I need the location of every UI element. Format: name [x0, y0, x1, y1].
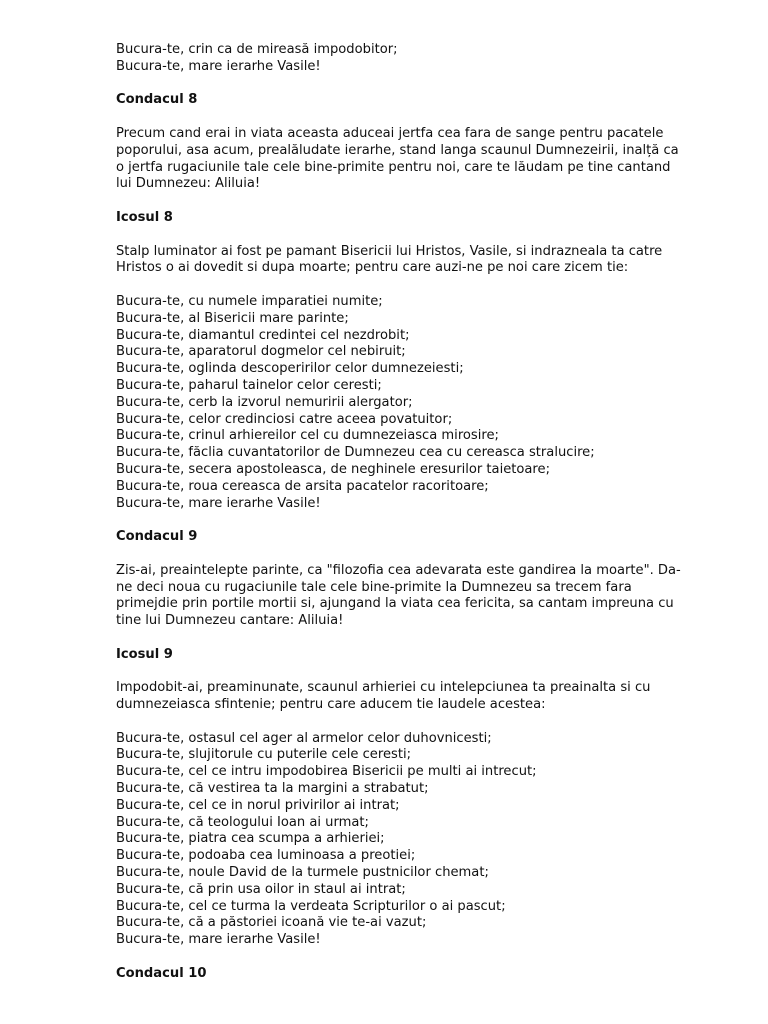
paragraph-line: o jertfa rugaciunile tale cele bine-primite pentru noi, care te lăudam pe tine cantand — [116, 159, 671, 175]
salutation-line: Bucura-te, cel ce intru impodobirea Bisericii pe multi ai intrecut; — [116, 764, 537, 780]
salutation-line: Bucura-te, roua cereasca de arsita pacatelor racoritoare; — [116, 478, 489, 494]
section-heading-icosul-9: Icosul 9 — [116, 646, 173, 662]
icosul-8-salutations — [116, 294, 728, 512]
salutation-line: Bucura-te, paharul tainelor celor ceresti; — [116, 377, 382, 393]
paragraph-line: primejdie prin portile mortii si, ajungand la viata cea fericita, sa cantam impreuna cu — [116, 596, 674, 612]
salutation-line: Bucura-te, cel ce in norul privirilor ai intrat; — [116, 797, 400, 813]
salutation-line: Bucura-te, oglinda descoperirilor celor dumnezeiesti; — [116, 361, 464, 377]
condacul-8-paragraph — [116, 125, 679, 193]
icosul-9-paragraph — [116, 680, 676, 714]
salutation-line: Bucura-te, cel ce turma la verdeata Scripturilor o ai pascut; — [116, 898, 506, 914]
salutation-line: Bucura-te, ostasul cel ager al armelor celor duhovnicesti; — [116, 730, 492, 746]
section-heading-condacul-10: Condacul 10 — [116, 965, 207, 981]
paragraph-line: ne deci noua cu rugaciunile tale cele bine-primite la Dumnezeu sa trecem fara — [116, 579, 632, 595]
icosul-8-paragraph — [116, 244, 676, 278]
salutation-line: Bucura-te, cu numele imparatiei numite; — [116, 293, 383, 309]
salutation-line: Bucura-te, mare ierarhe Vasile! — [116, 932, 321, 948]
salutation-line: Bucura-te, că vestirea ta la margini a strabatut; — [116, 781, 429, 797]
section-heading-condacul-8: Condacul 8 — [116, 92, 198, 108]
section-heading-condacul-9: Condacul 9 — [116, 529, 198, 545]
icosul-9-salutations — [116, 731, 728, 949]
salutation-line: Bucura-te, slujitorule cu puterile cele ceresti; — [116, 747, 411, 763]
paragraph-line: tine lui Dumnezeu cantare: Aliluia! — [116, 613, 344, 629]
paragraph-line: Impodobit-ai, preaminunate, scaunul arhieriei cu intelepciunea ta preainalta si cu — [116, 680, 651, 696]
salutation-line: Bucura-te, că teologului Ioan ai urmat; — [116, 814, 369, 830]
paragraph-line: Stalp luminator ai fost pe pamant Bisericii lui Hristos, Vasile, si indrazneala ta catre — [116, 243, 663, 259]
section-heading-icosul-8: Icosul 8 — [116, 209, 173, 225]
text-line: Bucura-te, crin ca de mireasă impodobitor; — [116, 42, 398, 57]
salutation-line: Bucura-te, al Bisericii mare parinte; — [116, 310, 349, 326]
salutation-line: Bucura-te, că a păstoriei icoană vie te-ai vazut; — [116, 915, 427, 931]
salutation-line: Bucura-te, noule David de la turmele pustnicilor chemat; — [116, 865, 489, 881]
condacul-9-paragraph — [116, 562, 681, 630]
paragraph-line: poporului, asa acum, prealăludate ierarhe, stand langa scaunul Dumnezeirii, inalță ca — [116, 142, 679, 158]
salutation-line: Bucura-te, secera apostoleasca, de neghinele eresurilor taietoare; — [116, 461, 550, 477]
intro-lines — [116, 42, 728, 76]
salutation-line: Bucura-te, piatra cea scumpa a arhieriei; — [116, 831, 385, 847]
paragraph-line: Precum cand erai in viata aceasta aduceai jertfa cea fara de sange pentru pacatele — [116, 125, 664, 141]
paragraph-line: Hristos o ai dovedit si dupa moarte; pentru care auzi-ne pe noi care zicem tie: — [116, 260, 629, 276]
salutation-line: Bucura-te, făclia cuvantatorilor de Dumnezeu cea cu cereasca stralucire; — [116, 445, 595, 461]
salutation-line: Bucura-te, crinul arhiereilor cel cu dumnezeiasca mirosire; — [116, 428, 499, 444]
paragraph-line: lui Dumnezeu: Aliluia! — [116, 176, 261, 192]
paragraph-line: Zis-ai, preaintelepte parinte, ca "filozofia cea adevarata este gandirea la moarte". Da- — [116, 562, 681, 578]
salutation-line: Bucura-te, mare ierarhe Vasile! — [116, 495, 321, 511]
salutation-line: Bucura-te, podoaba cea luminoasa a preotiei; — [116, 848, 416, 864]
salutation-line: Bucura-te, celor credinciosi catre aceea povatuitor; — [116, 411, 453, 427]
salutation-line: Bucura-te, cerb la izvorul nemuririi alergator; — [116, 394, 413, 410]
salutation-line: Bucura-te, că prin usa oilor in staul ai intrat; — [116, 881, 406, 897]
salutation-line: Bucura-te, diamantul credintei cel nezdrobit; — [116, 327, 410, 343]
salutation-line: Bucura-te, aparatorul dogmelor cel nebiruit; — [116, 344, 406, 360]
paragraph-line: dumnezeiasca sfintenie; pentru care aducem tie laudele acestea: — [116, 697, 546, 713]
text-line: Bucura-te, mare ierarhe Vasile! — [116, 58, 321, 74]
